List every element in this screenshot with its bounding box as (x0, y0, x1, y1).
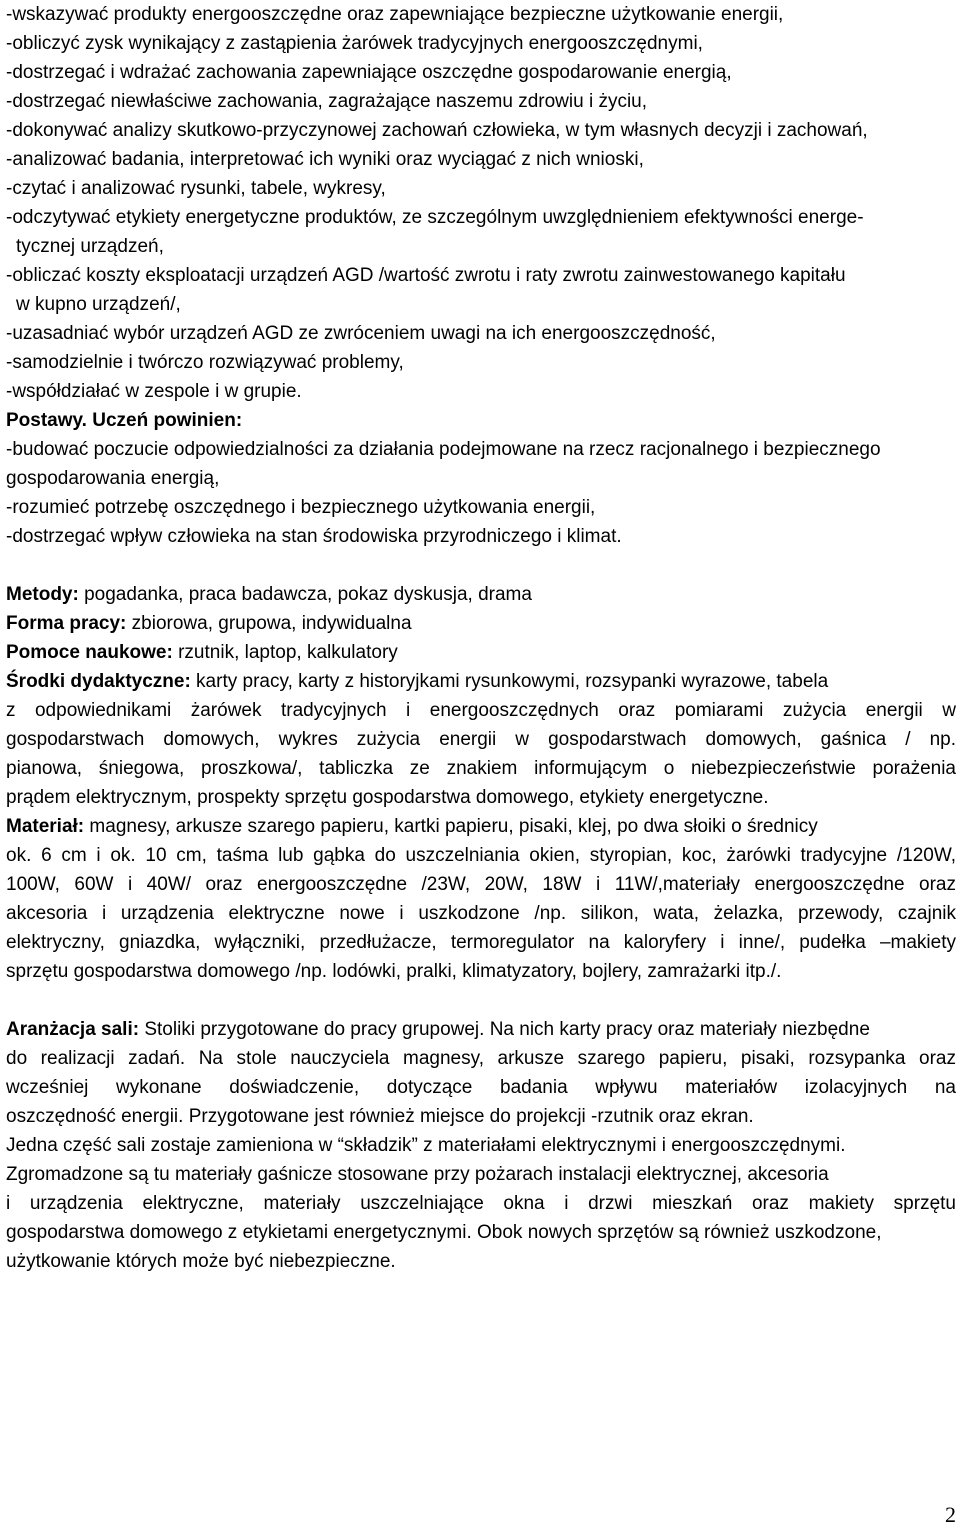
room-line: oszczędność energii. Przygotowane jest również miejsce do projekcji -rzutnik oraz ekran. (6, 1106, 754, 1127)
material-first-line (6, 812, 956, 841)
attitude-item: -dostrzegać wpływ człowieka na stan środowiska przyrodniczego i klimat. (6, 526, 622, 547)
attitudes-heading (6, 406, 956, 435)
skill-item: -samodzielnie i twórczo rozwiązywać problemy, (6, 352, 404, 373)
skill-item-continuation: w kupno urządzeń/, (16, 294, 181, 315)
didactic-line: gospodarstwach domowych, wykres zużycia energii w gospodarstwach domowych, gaśnica / np. (6, 729, 956, 750)
room-line: użytkowanie których może być niebezpieczne. (6, 1251, 396, 1272)
aids-line (6, 638, 956, 667)
didactic-first-line (6, 667, 956, 696)
skill-item-continuation: tycznej urządzeń, (16, 236, 164, 257)
didactic-line: prądem elektrycznym, prospekty sprzętu gospodarstwa domowego, etykiety energetyczne. (6, 787, 769, 808)
material-section (6, 812, 956, 986)
skill-item: -dostrzegać niewłaściwe zachowania, zagrażające naszemu zdrowiu i życiu, (6, 91, 648, 112)
attitude-item: -rozumieć potrzebę oszczędnego i bezpiecznego użytkowania energii, (6, 497, 596, 518)
attitude-item-continuation: gospodarowania energią, (6, 468, 220, 489)
didactic-section (6, 667, 956, 812)
work-form-text: zbiorowa, grupowa, indywidualna (126, 613, 412, 634)
skill-item: -dokonywać analizy skutkowo-przyczynowej zachowań człowieka, w tym własnych decyzji i zachowań, (6, 120, 868, 141)
skill-item: -obliczać koszty eksploatacji urządzeń AGD /wartość zwrotu i raty zwrotu zainwestowanego kapitału (6, 265, 846, 286)
work-form-label: Forma pracy: (6, 613, 127, 634)
didactic-line: z odpowiednikami żarówek tradycyjnych i energooszczędnych oraz pomiarami zużycia energii w (6, 700, 956, 721)
material-line: ok. 6 cm i ok. 10 cm, taśma lub gąbka do uszczelniania okien, styropian, koc, żarówki tradycyjne /120W, (6, 845, 956, 866)
material-line: 100W, 60W i 40W/ oraz energooszczędne /23W, 20W, 18W i 11W/,materiały energooszczędne oraz (6, 874, 956, 895)
room-label: Aranżacja sali: (6, 1019, 140, 1040)
room-line: Jedna część sali zostaje zamieniona w “składzik” z materiałami elektrycznymi i energooszczędnymi. (6, 1135, 846, 1156)
room-first-line (6, 1015, 956, 1044)
attitudes-section (6, 406, 956, 551)
spacer (6, 551, 956, 580)
methods-line (6, 580, 956, 609)
methods-label: Metody: (6, 584, 79, 605)
room-line: Zgromadzone są tu materiały gaśnicze stosowane przy pożarach instalacji elektrycznej, akcesoria (6, 1164, 829, 1185)
skill-item: -dostrzegać i wdrażać zachowania zapewniające oszczędne gospodarowanie energią, (6, 62, 732, 83)
material-line: elektryczny, gniazdka, wyłączniki, przedłużacze, termoregulator na kaloryfery i inne/, pudełka –makiety (6, 932, 956, 953)
material-text: magnesy, arkusze szarego papieru, kartki papieru, pisaki, klej, po dwa słoiki o średnicy (84, 816, 818, 837)
attitudes-heading-subtitle: Uczeń powinien: (92, 410, 243, 431)
skill-item: -czytać i analizować rysunki, tabele, wykresy, (6, 178, 386, 199)
work-form-line (6, 609, 956, 638)
attitudes-heading-title: Postawy. (6, 410, 87, 431)
didactic-text: karty pracy, karty z historyjkami rysunkowymi, rozsypanki wyrazowe, tabela (190, 671, 829, 692)
aids-text: rzutnik, laptop, kalkulatory (172, 642, 398, 663)
skill-item: -wskazywać produkty energooszczędne oraz zapewniające bezpieczne użytkowanie energii, (6, 4, 784, 25)
room-section (6, 1015, 956, 1276)
didactic-label: Środki dydaktyczne: (6, 671, 191, 692)
material-line: akcesoria i urządzenia elektryczne nowe i uszkodzone /np. silikon, wata, żelazka, przewody, czajnik (6, 903, 956, 924)
didactic-line: pianowa, śniegowa, proszkowa/, tabliczka ze znakiem informującym o niebezpieczeństwie porażenia (6, 758, 956, 779)
skills-list (6, 0, 956, 406)
page-content (6, 0, 956, 1276)
spacer (6, 986, 956, 1015)
room-text: Stoliki przygotowane do pracy grupowej. Na nich karty pracy oraz materiały niezbędne (139, 1019, 870, 1040)
skill-item: -uzasadniać wybór urządzeń AGD ze zwróceniem uwagi na ich energooszczędność, (6, 323, 716, 344)
page-number: 2 (945, 1502, 956, 1527)
skill-item: -odczytywać etykiety energetyczne produktów, ze szczególnym uwzględnieniem efektywności energe- (6, 207, 864, 228)
aids-label: Pomoce naukowe: (6, 642, 173, 663)
material-label: Materiał: (6, 816, 85, 837)
skill-item: -analizować badania, interpretować ich wyniki oraz wyciągać z nich wnioski, (6, 149, 644, 170)
methods-text: pogadanka, praca badawcza, pokaz dyskusja, drama (78, 584, 532, 605)
skill-item: -współdziałać w zespole i w grupie. (6, 381, 302, 402)
room-line: gospodarstwa domowego z etykietami energetycznymi. Obok nowych sprzętów są również uszkodzone, (6, 1222, 882, 1243)
room-line: do realizacji zadań. Na stole nauczyciela magnesy, arkusze szarego papieru, pisaki, rozsypanka oraz (6, 1048, 956, 1069)
room-line: wcześniej wykonane doświadczenie, dotyczące badania wpływu materiałów izolacyjnych na (6, 1077, 956, 1098)
attitude-item: -budować poczucie odpowiedzialności za działania podejmowane na rzecz racjonalnego i bezpiecznego (6, 439, 881, 460)
material-line: sprzętu gospodarstwa domowego /np. lodówki, pralki, klimatyzatory, bojlery, zamrażarki itp./. (6, 961, 782, 982)
room-line: i urządzenia elektryczne, materiały uszczelniające okna i drzwi mieszkań oraz makiety sprzętu (6, 1193, 956, 1214)
skill-item: -obliczyć zysk wynikający z zastąpienia żarówek tradycyjnych energooszczędnymi, (6, 33, 703, 54)
